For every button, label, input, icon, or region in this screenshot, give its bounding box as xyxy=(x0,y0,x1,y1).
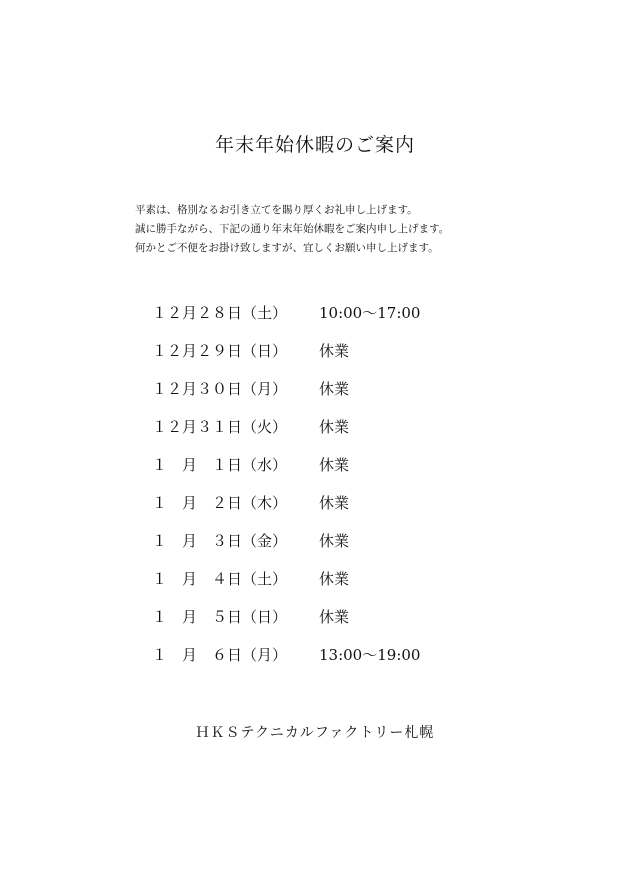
intro-line: 何かとご不便をお掛け致しますが、宜しくお願い申し上げます。 xyxy=(135,242,439,254)
schedule-row xyxy=(152,454,420,492)
schedule-date: １２月３１日（火） xyxy=(152,418,288,436)
holiday-schedule xyxy=(152,302,420,682)
schedule-hours: 13:00〜19:00 xyxy=(319,646,421,664)
schedule-date: １ 月 ４日（土） xyxy=(152,570,288,588)
intro-line: 誠に勝手ながら、下記の通り年末年始休暇をご案内申し上げます。 xyxy=(135,223,450,235)
schedule-row xyxy=(152,644,420,682)
schedule-row xyxy=(152,416,420,454)
schedule-row xyxy=(152,378,420,416)
schedule-date: １ 月 １日（水） xyxy=(152,456,288,474)
schedule-hours: 休業 xyxy=(319,494,350,512)
schedule-row xyxy=(152,340,420,378)
company-name: ＨＫＳテクニカルファクトリー札幌 xyxy=(195,725,435,741)
schedule-hours: 10:00〜17:00 xyxy=(319,304,421,322)
schedule-row xyxy=(152,302,420,340)
schedule-date: １２月２９日（日） xyxy=(152,342,288,360)
schedule-date: １ 月 ２日（木） xyxy=(152,494,288,512)
schedule-date: １ 月 ３日（金） xyxy=(152,532,288,550)
page-title: 年末年始休暇のご案内 xyxy=(214,134,415,156)
schedule-row xyxy=(152,568,420,606)
intro-line: 平素は、格別なるお引き立てを賜り厚くお礼申し上げます。 xyxy=(135,204,418,216)
schedule-hours: 休業 xyxy=(319,456,350,474)
schedule-hours: 休業 xyxy=(319,608,350,626)
schedule-row xyxy=(152,606,420,644)
schedule-hours: 休業 xyxy=(319,380,350,398)
schedule-date: １２月２８日（土） xyxy=(152,304,288,322)
schedule-row xyxy=(152,492,420,530)
intro-paragraph xyxy=(135,201,449,258)
schedule-hours: 休業 xyxy=(319,418,350,436)
schedule-hours: 休業 xyxy=(319,532,350,550)
schedule-hours: 休業 xyxy=(319,570,350,588)
schedule-date: １ 月 ６日（月） xyxy=(152,646,288,664)
schedule-hours: 休業 xyxy=(319,342,350,360)
schedule-date: １ 月 ５日（日） xyxy=(152,608,288,626)
schedule-date: １２月３０日（月） xyxy=(152,380,288,398)
schedule-row xyxy=(152,530,420,568)
